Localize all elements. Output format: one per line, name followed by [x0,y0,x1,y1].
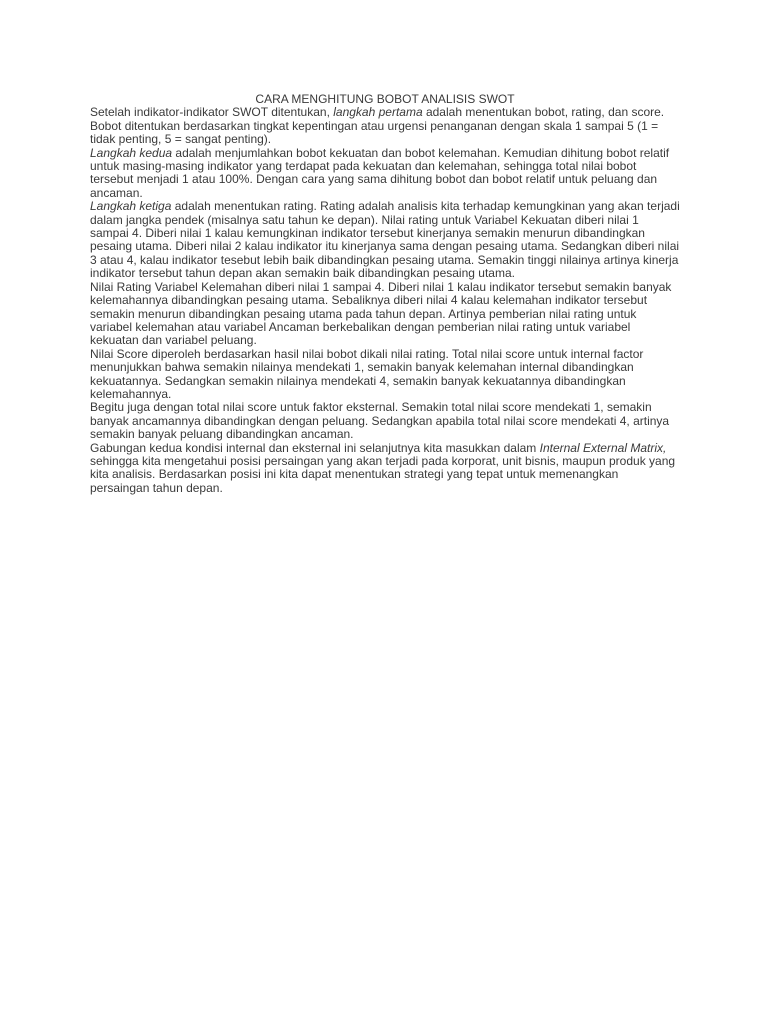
document-title: CARA MENGHITUNG BOBOT ANALISIS SWOT [255,92,515,106]
paragraph-text: Nilai Score diperoleh berdasarkan hasil nilai bobot dikali nilai rating. Total nilai score untuk internal factor menunjukkan bahwa semakin nilainya mendekati 1, semakin banyak kelemahan internal dibandingkan kekuatannya. Sedangkan semakin nilainya mendekati 4, semakin banyak kekuatannya dibandingkan kelemahannya. [90,346,644,401]
paragraph-7 [90,442,680,496]
paragraph-emphasis: Langkah ketiga [90,199,172,214]
paragraph-text: sehingga kita mengetahui posisi persaingan yang akan terjadi pada korporat, unit bisnis, maupun produk yang kita analisis. Berdasarkan posisi ini kita dapat menentukan strategi yang tepat untuk memenangkan persaingan tahun depan. [90,453,676,495]
paragraph-text: adalah menentukan bobot, rating, dan score. Bobot ditentukan berdasarkan tingkat kepentingan atau urgensi penanganan dengan skala 1 sampai 5 (1 = tidak penting, 5 = sangat penting). [90,105,665,147]
paragraph-emphasis: langkah pertama [333,105,423,120]
paragraph-text: Gabungan kedua kondisi internal dan eksternal ini selanjutnya kita masukkan dalam [90,440,540,455]
paragraph-5 [90,348,680,402]
paragraph-2 [90,147,680,201]
paragraph-text: Nilai Rating Variabel Kelemahan diberi nilai 1 sampai 4. Diberi nilai 1 kalau indikator tersebut semakin banyak kelemahannya dibandingkan pesaing utama. Sebaliknya diberi nilai 4 kalau kelemahan indikator tersebut semakin menurun dibandingkan pesaing utama pada tahun depan. Artinya pemberian nilai rating untuk variabel kelemahan atau variabel Ancaman berkebalikan dengan pemberian nilai rating untuk variabel kekuatan dan variabel peluang. [90,279,672,348]
paragraph-text: Begitu juga dengan total nilai score untuk faktor eksternal. Semakin total nilai score mendekati 1, semakin banyak ancamannya dibandingkan dengan peluang. Sedangkan apabila total nilai score mendekati 4, artinya semakin banyak peluang dibandingkan ancaman. [90,400,670,442]
paragraph-text: adalah menentukan rating. Rating adalah analisis kita terhadap kemungkinan yang akan terjadi dalam jangka pendek (misalnya satu tahun ke depan). Nilai rating untuk Variabel Kekuatan diberi nilai 1 sampai 4. Diberi nilai 1 kalau kemungkinan indikator tersebut kinerjanya semakin menurun dibandingkan pesaing utama. Diberi nilai 2 kalau indikator itu kinerjanya sama dengan pesaing utama. Sedangkan diberi nilai 3 atau 4, kalau indikator tesebut lebih baik dibandingkan pesaing utama. Semakin tinggi nilainya artinya kinerja indikator tersebut tahun depan akan semakin baik dibandingkan pesaing utama. [90,199,680,281]
paragraph-emphasis: Internal External Matrix, [539,440,667,455]
paragraph-1 [90,106,680,146]
paragraph-4 [90,281,680,348]
paragraph-text: adalah menjumlahkan bobot kekuatan dan bobot kelemahan. Kemudian dihitung bobot relatif untuk masing-masing indikator yang terdapat pada kekuatan dan kelemahan, sehingga total nilai bobot tersebut menjadi 1 atau 100%. Dengan cara yang sama dihitung bobot dan bobot relatif untuk peluang dan ancaman. [90,145,670,200]
paragraph-emphasis: Langkah kedua [90,145,173,160]
document-page [90,93,680,495]
paragraph-6 [90,401,680,441]
paragraph-text: Setelah indikator-indikator SWOT ditentukan, [90,105,334,120]
paragraph-3 [90,200,680,280]
